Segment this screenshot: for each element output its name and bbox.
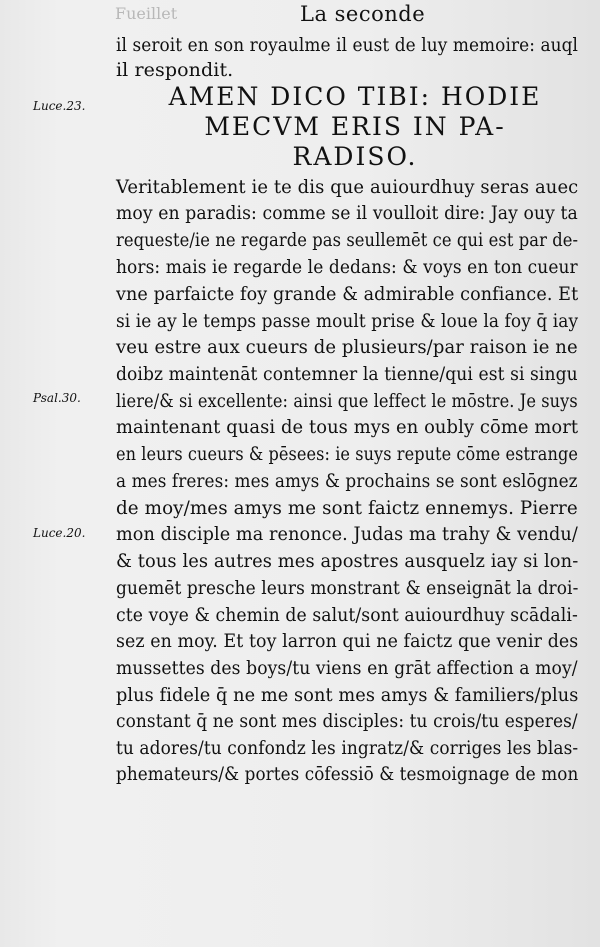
body-line: hors: mais ie regarde le dedans: & voys en ton cueur: [116, 256, 578, 278]
bleed-through-text: Fueillet: [115, 4, 178, 23]
body-line: plus fidele q̄ ne me sont mes amys & familiers/plus: [116, 684, 579, 706]
body-line: veu estre aux cueurs de plusieurs/par raison ie ne: [116, 336, 578, 358]
margin-note-luce-23: Luce.23.: [33, 99, 86, 113]
body-line: doibz maintenāt contemner la tienne/qui est si singu: [116, 363, 578, 385]
latin-heading-line: RADISO.: [292, 142, 418, 171]
margin-note-psal-30: Psal.30.: [33, 391, 81, 405]
body-line: cte voye & chemin de salut/sont auiourdhuy scādali-: [116, 604, 578, 626]
body-line: & tous les autres mes apostres ausquelz iay si lon-: [116, 550, 579, 572]
body-line: en leurs cueurs & pēsees: ie suys repute cōme estrange: [116, 443, 578, 465]
intro-line: il respondit.: [116, 59, 234, 81]
body-line: constant q̄ ne sont mes disciples: tu crois/tu esperes/: [116, 710, 578, 732]
margin-note-luce-20: Luce.20.: [33, 526, 86, 540]
body-line: sez en moy. Et toy larron qui ne faictz que venir des: [116, 630, 579, 652]
body-line: phemateurs/& portes cōfessiō & tesmoignage de mon: [116, 763, 579, 785]
body-line: a mes freres: mes amys & prochains se sont eslōgnez: [116, 470, 578, 492]
body-line: si ie ay le temps passe moult prise & loue la foy q̄ iay: [116, 310, 579, 332]
body-line: Veritablement ie te dis que auiourdhuy seras auec: [116, 176, 579, 198]
body-line: mon disciple ma renonce. Judas ma trahy & vendu/: [116, 523, 578, 545]
body-line: mussettes des boys/tu viens en grāt affection a moy/: [116, 657, 578, 679]
body-line: moy en paradis: comme se il voulloit dire: Jay ouy ta: [116, 202, 578, 224]
intro-line: il seroit en son royaulme il eust de luy memoire: auql: [116, 34, 579, 56]
body-line: de moy/mes amys me sont faictz ennemys. Pierre: [116, 497, 578, 519]
latin-heading-line: MECVM ERIS IN PA-: [204, 112, 506, 141]
body-line: vne parfaicte foy grande & admirable confiance. Et: [116, 283, 579, 305]
body-line: tu adores/tu confondz les ingratz/& corriges les blas-: [116, 737, 579, 759]
latin-heading-line: AMEN DICO TIBI: HODIE: [168, 82, 542, 111]
body-line: requeste/ie ne regarde pas seullemēt ce qui est par de-: [116, 229, 579, 251]
body-line: liere/& si excellente: ainsi que leffect le mōstre. Je suys: [116, 390, 578, 412]
running-title: La seconde: [300, 2, 426, 26]
body-line: maintenant quasi de tous mys en oubly cōme mort: [116, 416, 579, 438]
body-line: guemēt presche leurs monstrant & enseignāt la droi-: [116, 577, 579, 599]
